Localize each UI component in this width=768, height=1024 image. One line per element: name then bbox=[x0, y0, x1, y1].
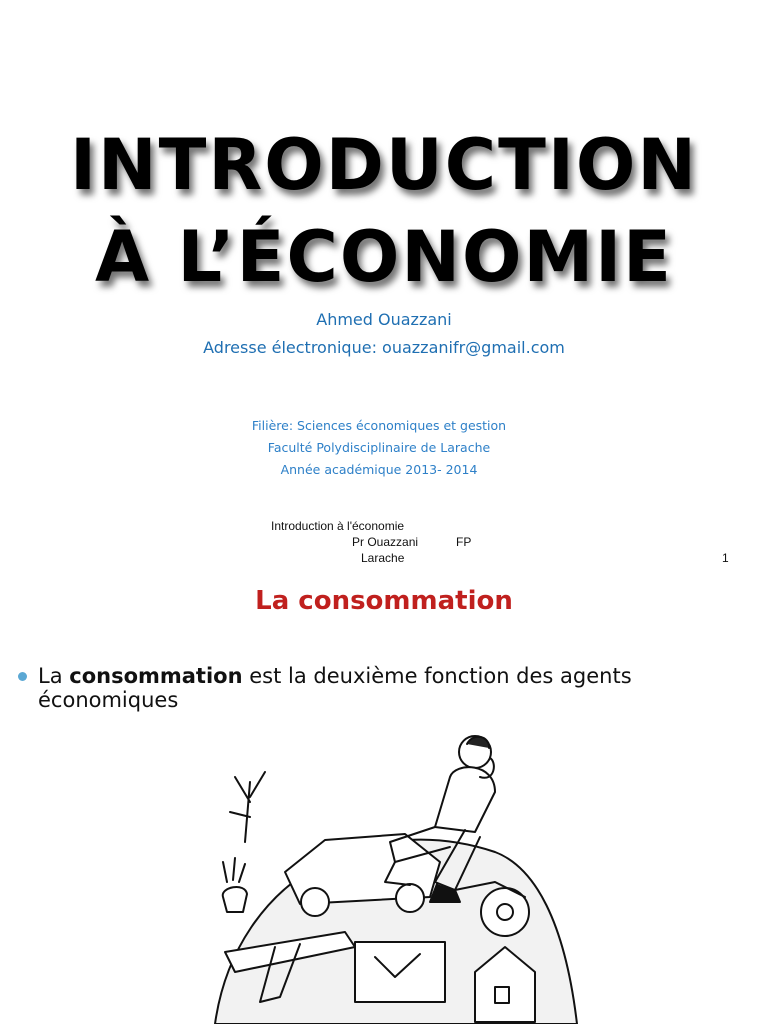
bullet-bold-term: consommation bbox=[69, 664, 243, 688]
institution-line-3: Année académique 2013- 2014 bbox=[280, 462, 478, 477]
footer-fp: FP bbox=[456, 535, 472, 549]
bullet-text bbox=[38, 664, 748, 712]
page-number: 1 bbox=[722, 551, 729, 565]
bullet-item bbox=[18, 664, 748, 712]
institution-line-1: Filière: Sciences économiques et gestion bbox=[251, 418, 507, 433]
bullet-icon bbox=[18, 672, 27, 681]
bullet-prefix: La bbox=[38, 664, 70, 688]
author-name: Ahmed Ouazzani bbox=[316, 310, 452, 329]
author-email: Adresse électronique: ouazzanifr@gmail.com bbox=[203, 338, 565, 357]
footer-professor: Pr Ouazzani bbox=[352, 535, 419, 549]
section-heading: La consommation bbox=[255, 586, 513, 616]
title-line-2: À L’ÉCONOMIE bbox=[95, 216, 673, 298]
consumer-on-pile-of-goods-illustration bbox=[205, 722, 585, 1024]
footer-course: Introduction à l'économie bbox=[271, 519, 405, 533]
bullet-rest: est la deuxième fonction des agents économiques bbox=[38, 664, 632, 712]
institution-line-2: Faculté Polydisciplinaire de Larache bbox=[267, 440, 491, 455]
footer-city: Larache bbox=[361, 551, 405, 565]
title-line-1: INTRODUCTION bbox=[70, 124, 698, 206]
